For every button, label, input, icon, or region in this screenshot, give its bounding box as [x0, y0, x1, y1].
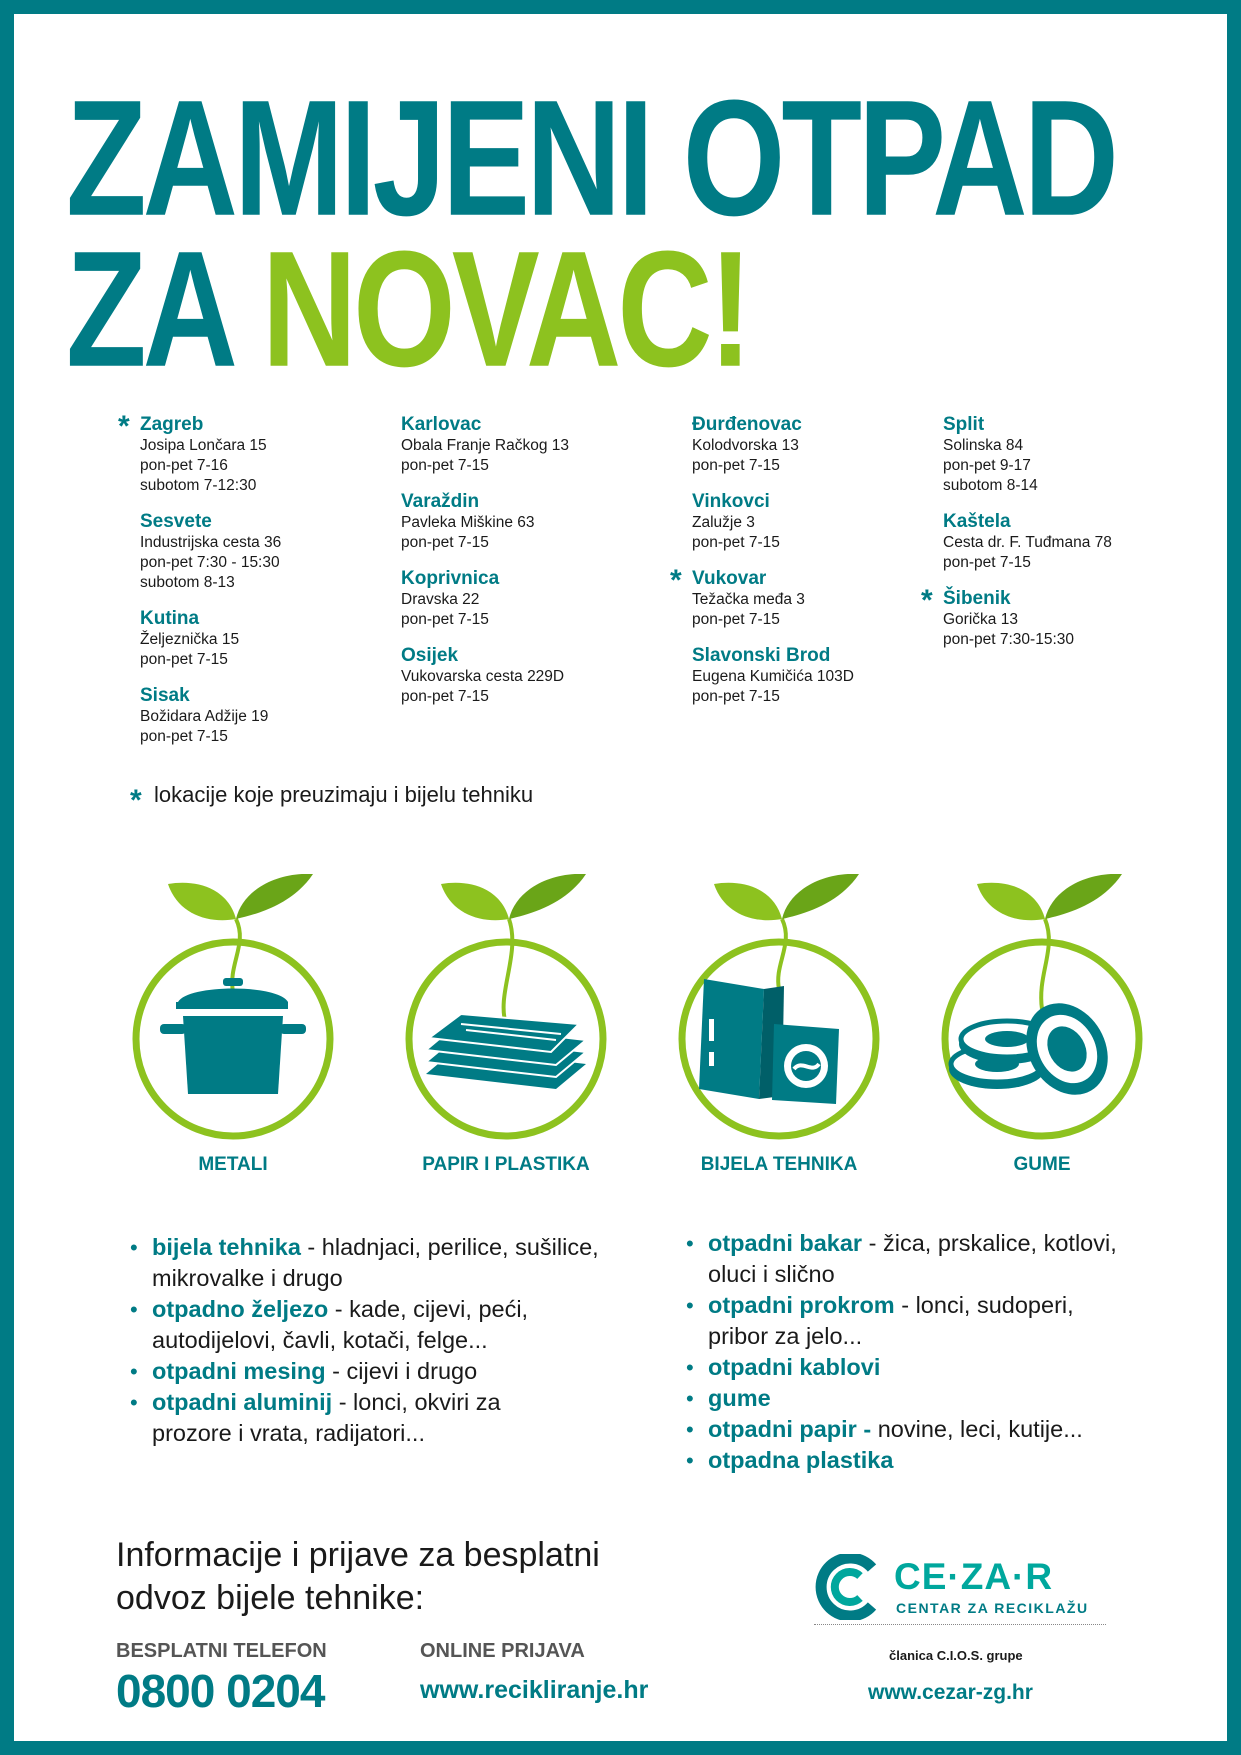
category-bijela-tehnika: [664, 874, 894, 1194]
phone-number[interactable]: 0800 0204: [116, 1665, 325, 1717]
location-detail: Eugena Kumičića 103D: [692, 668, 854, 685]
asterisk-icon: *: [670, 564, 682, 597]
material-item: [686, 1445, 1206, 1476]
location-detail: Zalužje 3: [692, 514, 755, 531]
location-detail: Cesta dr. F. Tuđmana 78: [943, 534, 1112, 551]
location-entry: [692, 491, 854, 553]
location-entry: [401, 414, 569, 476]
material-name: otpadni mesing: [152, 1358, 326, 1384]
location-entry: [943, 511, 1112, 573]
logo-url[interactable]: www.cezar-zg.hr: [868, 1681, 1033, 1704]
materials-list-left: [130, 1232, 650, 1449]
info-text: [116, 1534, 600, 1620]
location-detail: Gorička 13: [943, 611, 1018, 628]
location-city: Sisak: [140, 685, 190, 706]
category-gume: [927, 874, 1157, 1194]
location-city: Vukovar: [692, 568, 767, 589]
location-city: Slavonski Brod: [692, 645, 831, 666]
location-entry: [670, 564, 854, 630]
bullet-icon: •: [686, 1417, 694, 1442]
material-item: [130, 1356, 650, 1387]
material-name: otpadni kablovi: [708, 1354, 881, 1380]
location-detail: Božidara Adžije 19: [140, 708, 269, 725]
phone-label: BESPLATNI TELEFON: [116, 1640, 327, 1662]
bullet-icon: •: [686, 1386, 694, 1411]
location-detail: subotom 8-13: [140, 574, 235, 591]
star-note: [130, 782, 534, 817]
bullet-icon: •: [130, 1297, 138, 1322]
location-entry: [140, 511, 281, 593]
location-detail: Industrijska cesta 36: [140, 534, 282, 551]
material-item: [686, 1414, 1206, 1445]
location-detail: pon-pet 7:30 - 15:30: [140, 554, 280, 571]
online-label: ONLINE PRIJAVA: [420, 1640, 585, 1662]
bullet-icon: •: [686, 1231, 694, 1256]
location-entry: [401, 491, 569, 553]
headline-prefix: ZA: [66, 217, 262, 401]
location-detail: pon-pet 7-15: [401, 611, 489, 628]
location-detail: pon-pet 7-15: [692, 688, 780, 705]
location-detail: Josipa Lončara 15: [140, 437, 267, 454]
category-label: PAPIR I PLASTIKA: [422, 1154, 590, 1175]
location-entry: [692, 645, 854, 707]
tires-icon: [927, 874, 1157, 1144]
location-detail: subotom 8-14: [943, 477, 1038, 494]
bullet-icon: •: [686, 1448, 694, 1473]
material-name: otpadni papir -: [708, 1416, 872, 1442]
bullet-icon: •: [686, 1355, 694, 1380]
material-name: otpadna plastika: [708, 1447, 894, 1473]
location-entry: [943, 414, 1112, 496]
category-metali: [118, 874, 348, 1194]
materials-list-right: [686, 1228, 1206, 1476]
headline-line-2: [66, 217, 749, 401]
star-note-text: lokacije koje preuzimaju i bijelu tehniku: [154, 782, 534, 807]
info-line-2: odvoz bijele tehnike:: [116, 1579, 425, 1617]
location-entry: [140, 608, 281, 670]
location-detail: pon-pet 7:30-15:30: [943, 631, 1074, 648]
location-city: Koprivnica: [401, 568, 500, 589]
locations-column-4: [921, 414, 1112, 665]
bullet-icon: •: [130, 1235, 138, 1260]
material-name: otpadni prokrom: [708, 1292, 895, 1318]
location-detail: pon-pet 7-15: [140, 728, 228, 745]
locations-column-3: [670, 414, 854, 722]
category-label: METALI: [198, 1154, 268, 1175]
material-name: otpadni bakar: [708, 1230, 863, 1256]
location-entry: [921, 584, 1112, 650]
location-detail: Obala Franje Račkog 13: [401, 437, 570, 454]
location-detail: pon-pet 7-16: [140, 457, 228, 474]
location-detail: pon-pet 7-15: [692, 457, 780, 474]
location-city: Šibenik: [943, 588, 1011, 609]
location-detail: pon-pet 7-15: [401, 688, 489, 705]
material-item: [686, 1290, 1206, 1352]
category-label: GUME: [1013, 1154, 1071, 1175]
location-detail: Dravska 22: [401, 591, 480, 608]
location-city: Osijek: [401, 645, 459, 666]
location-entry: [118, 410, 281, 496]
location-city: Split: [943, 414, 985, 435]
location-city: Varaždin: [401, 491, 480, 512]
location-detail: pon-pet 7-15: [140, 651, 228, 668]
material-description: - lonci, sudoperi,: [894, 1292, 1074, 1318]
location-detail: pon-pet 7-15: [401, 457, 489, 474]
headline-highlight: NOVAC!: [261, 217, 749, 401]
bullet-icon: •: [686, 1293, 694, 1318]
location-detail: subotom 7-12:30: [140, 477, 257, 494]
material-description-cont: pribor za jelo...: [708, 1323, 863, 1349]
logo-member: članica C.I.O.S. grupe: [889, 1648, 1023, 1663]
paper-stack-icon: [391, 874, 621, 1144]
location-city: Vinkovci: [692, 491, 770, 512]
material-item: [130, 1294, 650, 1356]
material-item: [130, 1387, 650, 1449]
cezar-logo-block: [814, 1554, 1114, 1714]
location-detail: Vukovarska cesta 229D: [401, 668, 565, 685]
location-detail: Solinska 84: [943, 437, 1024, 454]
headline-line-1: ZAMIJENI OTPAD: [66, 66, 1115, 250]
material-description: - cijevi i drugo: [325, 1358, 478, 1384]
material-name: gume: [708, 1385, 771, 1411]
location-city: Zagreb: [140, 414, 204, 435]
logo-name: CE·ZA·R: [894, 1556, 1054, 1597]
material-description: novine, leci, kutije...: [871, 1416, 1083, 1442]
location-detail: Željeznička 15: [140, 631, 240, 648]
location-detail: pon-pet 9-17: [943, 457, 1031, 474]
asterisk-icon: *: [921, 584, 933, 617]
material-description: - hladnjaci, perilice, sušilice,: [300, 1234, 599, 1260]
location-detail: Pavleka Miškine 63: [401, 514, 535, 531]
location-city: Sesvete: [140, 511, 212, 532]
location-city: Karlovac: [401, 414, 482, 435]
bullet-icon: •: [130, 1359, 138, 1384]
logo-divider: [814, 1624, 1106, 1625]
category-label: BIJELA TEHNIKA: [700, 1154, 858, 1175]
material-item: [686, 1352, 1206, 1383]
material-description-cont: autodijelovi, čavli, kotači, felge...: [152, 1327, 488, 1353]
location-entry: [140, 685, 281, 747]
material-item: [686, 1383, 1206, 1414]
location-detail: pon-pet 7-15: [401, 534, 489, 551]
location-city: Kaštela: [943, 511, 1011, 532]
asterisk-icon: *: [118, 410, 130, 443]
material-description-cont: oluci i slično: [708, 1261, 835, 1287]
material-description: - kade, cijevi, peći,: [328, 1296, 529, 1322]
logo-tagline: CENTAR ZA RECIKLAŽU: [896, 1600, 1089, 1616]
online-link[interactable]: www.recikliranje.hr: [420, 1676, 649, 1704]
location-detail: pon-pet 7-15: [692, 534, 780, 551]
locations-column-2: [401, 414, 569, 722]
location-entry: [692, 414, 854, 476]
material-name: otpadno željezo: [152, 1296, 329, 1322]
location-entry: [401, 645, 569, 707]
info-line-1: Informacije i prijave za besplatni: [116, 1536, 600, 1574]
material-description-cont: prozore i vrata, radijatori...: [152, 1420, 425, 1446]
location-detail: pon-pet 7-15: [692, 611, 780, 628]
location-detail: Težačka međa 3: [692, 591, 805, 608]
location-detail: pon-pet 7-15: [943, 554, 1031, 571]
asterisk-icon: *: [130, 784, 142, 817]
material-description: - lonci, okviri za: [332, 1389, 501, 1415]
appliances-icon: [664, 874, 894, 1144]
location-city: Kutina: [140, 608, 200, 629]
material-item: [686, 1228, 1206, 1290]
material-item: [130, 1232, 650, 1294]
material-description-cont: mikrovalke i drugo: [152, 1265, 343, 1291]
cezar-logo-icon: [814, 1554, 880, 1620]
material-name: bijela tehnika: [152, 1234, 301, 1260]
location-entry: [401, 568, 569, 630]
bullet-icon: •: [130, 1390, 138, 1415]
category-papir-plastika: [391, 874, 621, 1194]
location-detail: Kolodvorska 13: [692, 437, 799, 454]
material-description: - žica, prskalice, kotlovi,: [862, 1230, 1117, 1256]
pot-icon: [118, 874, 348, 1144]
material-name: otpadni aluminij: [152, 1389, 333, 1415]
location-city: Đurđenovac: [692, 414, 802, 435]
locations-column-1: [118, 410, 282, 762]
